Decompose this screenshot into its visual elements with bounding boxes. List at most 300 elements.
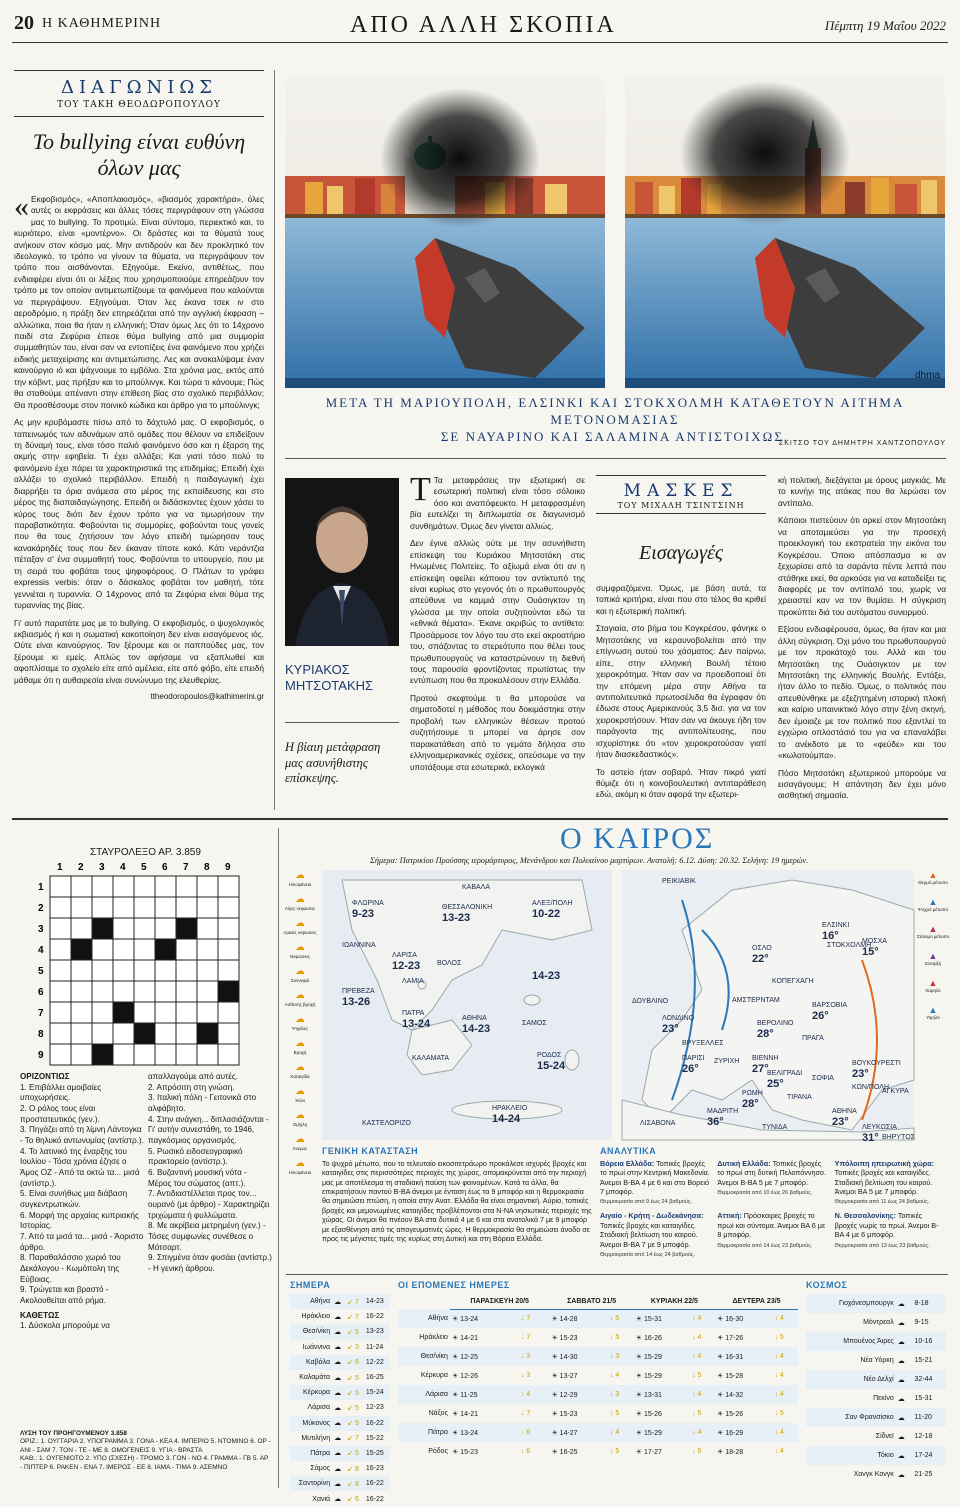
crossword-cell[interactable] [176, 939, 197, 960]
clue-across: 6. Μορφή της αρχαίας κυπριακής Ιστορίας. [20, 1210, 139, 1231]
crossword-across: ΟΡΙΖΟΝΤΙΩΣ 1. Επιβάλλει αμοιβαίες υποχωρήσεις. 2. Ο ρόλος τους είναι προστατευτικός (γεν.). 3. Πηγάζει από τη λίμνη Λάντογκα - Το θηλυκό αντωνυμίας (αντίστρ.). 4. Το λατινικό της έναρξης του Ιουλίου - Τόσα χρόνια έζησε ο Άμος ΟΖ - Από τα οκτώ τα... μισά (αντίστρ.). 5. Είναι συνήθως μια διάβαση συγκεντρωτικών. 6. Μορφή της αρχαίας κυπριακής Ιστορίας. 7. Από τα μισά τα... μισά - Άοριστο άρθρο. 8. Παραθαλάσσιο χωριό του Δεκάλογου - Κωμόπολη της Εύβοιας. 9. Τρώγεται και βραστό - Ακολουθείται από ρήμα. ΚΑΘΕΤΩΣ 1. Δύσκολα μπορούμε να [20, 1072, 144, 1331]
map-city-label: ΔΟΥΒΛΙΝΟ [632, 998, 669, 1005]
region-text: Τοπικές βροχές και καταιγίδες. Σταδιακή βελτίωση του καιρού. Άνεμοι Β-ΒΑ 7 με 9 μποφόρ. [600, 1220, 698, 1249]
wind-force: ↓ 5 [609, 1315, 620, 1323]
crossword-cell[interactable] [92, 1002, 113, 1023]
crossword-cell[interactable] [50, 1002, 71, 1023]
clue: 3. Ιταλική πόλη - Γειτονικά στο αλφάβητο. [148, 1093, 257, 1114]
wind-force: ↓ 4 [774, 1315, 784, 1323]
city-name: Λάρισα [307, 1404, 331, 1412]
crossword-cell[interactable] [197, 981, 218, 1002]
crossword-cell[interactable] [155, 1044, 176, 1065]
map-city-temp: 36° [707, 1116, 724, 1128]
crossword-cell[interactable] [218, 1002, 239, 1023]
crossword-cell[interactable] [197, 876, 218, 897]
crossword-col-label: 1 [57, 862, 63, 873]
crossword-cell[interactable] [50, 939, 71, 960]
crossword-cell[interactable] [113, 960, 134, 981]
map-city-label: ΒΡΥΞΕΛΛΕΣ [682, 1040, 724, 1047]
map-city-label: ΚΑΣΤΕΛΟΡΙΖΟ [362, 1120, 411, 1127]
crossword-cell[interactable] [176, 897, 197, 918]
day-header: ΔΕΥΤΕΡΑ 23/5 [715, 1294, 798, 1309]
crossword-cell[interactable] [134, 981, 155, 1002]
weather-icon: ☁ [334, 1374, 342, 1382]
crossword-col-label: 3 [99, 862, 105, 873]
map-city-temp: 26° [682, 1063, 699, 1075]
temp-range: ☀ 14-28 [551, 1315, 578, 1323]
crossword-cell[interactable] [50, 960, 71, 981]
city-name: Κέρκυρα [420, 1372, 448, 1380]
paragraph: Ας μην κρυβόμαστε πίσω από το δάχτυλό μας. Ο εκφοβισμός, ο ταπεινωμός των αδυνάμων από ομάδες που θέλουν να επιδείξουν τη δύναμή τους, είναι τόσο παλιό φαινόμενο όσο και η έξαρση της ακμής στην εφηβεία. Τι έχει αλλάξει; Και γιατί τόσο πολύ το φαινόμενο έχει πάρει τα χαρακτηριστικά της επιδημίας; Επειδή έχει αλλάξει το σχολικό περιβάλλον. Επειδή η παιδαγωγική έχει διαρρήξει τα όρια ανάμεσα στο μέρος της εκπαίδευσης και στο μέρος της διαπαιδαγώγησης. Επειδή οι διδάσκοντες έχουν χάσει το κύρος τους διότι δεν έχουν τρόπο για να τιμωρήσουν την παραβατικότητα. Φοβούνται τις συμμορίες, φοβούνται τους γονείς που θα τους ζητήσουν τον λόγο επειδή τιμώρησαν τους κανακάρηδές τους που δεν έκαναν τίποτε κακό. Κάτι νεράντζια πέταξαν σ' ένα συμμαθητή τους. Φοβούνται το υπουργείο, που με τη σειρά του φοβάται τους ψηφοφόρους. Ο Πλάτων το γράφει expressis verbis: όταν ο δάσκαλος φοβάται τον μαθητή, τότε γεννιέται η τυραννία. Ο 14χρονος από τα Ζεφύρια είναι θύμα της τυραννίας της βίας. [14, 417, 264, 611]
crossword-cell[interactable] [197, 939, 218, 960]
crossword-cell[interactable] [50, 1023, 71, 1044]
table-row [290, 1324, 390, 1339]
crossword-cell[interactable] [155, 876, 176, 897]
crossword-block [71, 939, 92, 960]
legend-item: ▲ Υψηλό [916, 1005, 950, 1020]
weather-icon: ☁ [897, 1414, 905, 1422]
crossword-cell[interactable] [155, 1023, 176, 1044]
temp-range: 15-31 [914, 1395, 933, 1402]
crossword-cell[interactable] [92, 1023, 113, 1044]
crossword-cell[interactable] [113, 1044, 134, 1065]
weather-icon: ☁ [334, 1404, 342, 1412]
crossword-cell[interactable] [218, 897, 239, 918]
city-name: Σάμος [310, 1465, 331, 1473]
legend-label: Λίγες νεφώσεις [284, 906, 316, 911]
weather-icon: ☁ [334, 1359, 342, 1367]
legend-label: Χιόνι [295, 1098, 305, 1103]
weather-icon: ☁ [897, 1338, 905, 1346]
table-row [806, 1465, 946, 1484]
crossword-block [134, 1023, 155, 1044]
wind-force: ↓ 4 [774, 1353, 784, 1361]
wind-force: ↓ 4 [520, 1391, 531, 1399]
table-row [290, 1294, 390, 1309]
table-row [806, 1313, 946, 1332]
city-name: Μόντρεαλ [863, 1319, 894, 1326]
crossword-title: ΣΤΑΥΡΟΛΕΞΟ ΑΡ. 3.859 [90, 847, 201, 858]
map-city-label: ΠΑΡΙΣΙ [682, 1055, 705, 1062]
greece-map [322, 870, 612, 1140]
crossword-grid[interactable] [20, 858, 272, 1070]
weather-icon: ☁ [334, 1465, 342, 1473]
crossword-cell[interactable] [176, 1002, 197, 1023]
crossword-cell[interactable] [218, 918, 239, 939]
column-kicker: ΔΙΑΓΩΝΙΩΣ [60, 77, 218, 98]
region-title: Αιγαίο - Κρήτη - Δωδεκάνησα: [600, 1211, 704, 1221]
map-city-label: ΒΕΡΟΛΙΝΟ [757, 1020, 794, 1027]
crossword-cell[interactable] [71, 876, 92, 897]
section-divider [12, 818, 948, 820]
wind-force: ↓ 4 [692, 1391, 702, 1399]
map-city-label: ΤΙΡΑΝΑ [787, 1094, 812, 1101]
legend-item: ▲ Θερμό μέτωπο [916, 870, 950, 885]
europe-map [622, 870, 915, 1144]
crossword-cell[interactable] [71, 897, 92, 918]
weather-icon: ☁ [897, 1452, 905, 1460]
crossword-cell[interactable] [218, 939, 239, 960]
crossword-cell[interactable] [71, 1023, 92, 1044]
legend-label: Βροχή [293, 1050, 307, 1055]
map-city-label: ΦΛΩΡΙΝΑ [352, 900, 384, 907]
legend-label: Ομίχλη [292, 1122, 308, 1127]
table-row [398, 1385, 798, 1404]
crossword-col-label: 7 [183, 862, 189, 873]
world-forecast: ΚΟΣΜΟΣ Γιοχάνεσμπουργκ ☁ 8-18 Μόντρεαλ ☁ 9-15 Μπουένος Άιρες ☁ 10-16 Νέα Υόρκη ☁ 15-21 Νέο Δελχί ☁ 32-44 Πεκίνο ☁ 15-31 Σαν Φρανσίσκο ☁ 11-20 Σίδνεϊ ☁ 12-18 Τόκιο ☁ 17-24 Χονγκ Κονγκ ☁ 21-25 [806, 1280, 946, 1484]
map-city-temp: 13-23 [442, 912, 471, 924]
map-city-temp: 28° [757, 1028, 774, 1040]
column-divider [278, 828, 279, 1488]
temp-range: ☀ 15-23 [551, 1334, 578, 1342]
map-city-temp: 15° [862, 946, 879, 958]
legend-label: Αραιές νεφώσεις [283, 930, 317, 935]
crossword-cell[interactable] [92, 939, 113, 960]
map-city-temp: 23° [852, 1068, 869, 1080]
legend-item: ☁ Ασθενής βροχή [284, 990, 316, 1007]
wind-force: ↙ 7 [347, 1313, 359, 1321]
clue-across: 2. Ο ρόλος τους είναι προστατευτικός (γεν.). [20, 1104, 100, 1124]
city-name: Μύκονος [302, 1419, 331, 1427]
temp-range: 16-22 [365, 1419, 384, 1427]
legend-label: Άνεμος [292, 1146, 308, 1151]
map-city-label: ΒΗΡΥΤΟΣ [882, 1134, 915, 1141]
crossword-cell[interactable] [71, 918, 92, 939]
table-row [290, 1416, 390, 1431]
legend-label: Θερμό μέτωπο [918, 880, 948, 885]
map-city-label: ΛΑΜΙΑ [402, 978, 424, 985]
crossword-cell[interactable] [197, 1002, 218, 1023]
map-city-label: ΡΟΔΟΣ [537, 1052, 562, 1059]
wind-force: ↙ 5 [347, 1389, 359, 1397]
map-city-label: ΚΑΛΑΜΑΤΑ [412, 1055, 450, 1062]
region-temp: Θερμοκρασία από 14 έως 23 βαθμούς. [717, 1242, 813, 1249]
temp-range: ☀ 13-31 [635, 1391, 662, 1399]
crossword-cell[interactable] [155, 918, 176, 939]
crossword-cell[interactable] [113, 918, 134, 939]
crossword-cell[interactable] [50, 1044, 71, 1065]
clue: 9. Σπιγμένα όταν φυσάει (αντίστρ.) - Η γενική άρθρου. [148, 1253, 272, 1274]
legend-label: Ασθενής βροχή [284, 1002, 316, 1007]
temp-range: ☀ 12-29 [551, 1391, 578, 1399]
temp-range: ☀ 17-26 [717, 1334, 744, 1342]
wind-force: ↓ 5 [692, 1372, 702, 1380]
crossword-cell[interactable] [134, 876, 155, 897]
city-name: Ρόδος [428, 1448, 448, 1456]
temp-range: ☀ 15-26 [717, 1410, 744, 1418]
day-header: ΠΑΡΑΣΚΕΥΗ 20/5 [450, 1294, 550, 1309]
city-name: Θεσ/νίκη [302, 1328, 331, 1336]
map-city-label: ΤΥΝΙΔΑ [762, 1124, 788, 1131]
region-title: Υπόλοιπη ηπειρωτική χώρα: [834, 1159, 935, 1168]
cartoon-credit: ΣΚΙΤΣΟ ΤΟΥ ΔΗΜΗΤΡΗ ΧΑΝΤΖΟΠΟΥΛΟΥ [778, 440, 946, 447]
wind-force: ↙ 5 [347, 1374, 359, 1382]
wind-force: ↙ 5 [347, 1328, 359, 1336]
temp-range: ☀ 16-30 [717, 1315, 744, 1323]
page-number: 20 [14, 12, 34, 34]
crossword-cell[interactable] [113, 897, 134, 918]
city-name: Νέο Δελχί [863, 1376, 894, 1383]
wind-force: ↙ 3 [347, 1344, 359, 1352]
crossword-cell[interactable] [71, 981, 92, 1002]
weather-title: Ο ΚΑΙΡΟΣ [560, 822, 715, 855]
crossword-cell[interactable] [134, 897, 155, 918]
map-city-temp: 14-24 [492, 1113, 521, 1125]
temp-range: ☀ 16-25 [551, 1448, 578, 1456]
crossword-cell[interactable] [113, 1023, 134, 1044]
pull-quote: Η βίαιη μετάφραση μας ασυνήθιστης επίσκεψης. [285, 740, 381, 786]
wind-force: ↓ 5 [774, 1334, 784, 1342]
map-city-temp: 15-24 [537, 1060, 566, 1072]
table-row [806, 1351, 946, 1370]
region-text: Τοπικές βροχές το πρωί στη δυτική Πελοπόννησο. Άνεμοι Β-ΒΑ 5 με 7 μποφόρ. [717, 1159, 826, 1187]
city-name: Σίδνεϊ [875, 1433, 894, 1440]
legend-label: Σύσφιξη [924, 961, 942, 966]
table-row [398, 1328, 798, 1347]
wind-force: ↙ 6 [347, 1359, 359, 1367]
city-name: Αθήνα [427, 1315, 448, 1323]
crossword-cell[interactable] [176, 1044, 197, 1065]
crossword-cell[interactable] [197, 918, 218, 939]
temp-range: ☀ 14-21 [451, 1334, 479, 1342]
portrait-photo [285, 478, 399, 646]
crossword-cell[interactable] [50, 876, 71, 897]
temp-range: 16-22 [365, 1495, 384, 1503]
paragraph: Τ Τα μεταφράσεις την εξωτερική σε εσωτερική πολιτική είναι τόσο σόλοικο όσο και αναπόφευκτο. Η μεταφρασμένη βία ευτελίζει τη διπλωματία σε διαγωνισμό συνθημάτων. Όμως δεν γίνεται αλλιώς. [410, 471, 585, 531]
city-name: Γιοχάνεσμπουργκ [838, 1300, 894, 1307]
city-name: Κέρκυρα [302, 1389, 331, 1397]
legend-item: ☁ Ηλιοφάνεια [283, 870, 317, 887]
wind-force: ↙ 6 [347, 1496, 359, 1504]
region-forecast [835, 1211, 946, 1257]
clue: 5. Ρωσικό ειδοσεογραφικό πρακτορείο (αντίστρ.). [148, 1146, 243, 1167]
table-row [806, 1446, 946, 1465]
wind-force: ↓ 4 [692, 1334, 702, 1342]
region-text: Τοπικές βροχές και καταιγίδες. Σταδιακή βελτίωση του καιρού. Άνεμοι ΒΑ 5 με 7 μποφόρ. [834, 1168, 933, 1197]
crossword-cell[interactable] [71, 1044, 92, 1065]
legend-label: Στάσιμο μέτωπο [916, 934, 950, 939]
crossword-block [155, 939, 176, 960]
weather-icon: ☁ [334, 1313, 342, 1321]
temp-range: 16-22 [365, 1480, 384, 1488]
crossword-cell[interactable] [176, 876, 197, 897]
mitsotakis-article [410, 471, 585, 779]
wind-force: ↓ 5 [609, 1410, 620, 1418]
city-name: Ιωάννινα [302, 1343, 331, 1351]
table-row [398, 1423, 798, 1442]
crossword-cell[interactable] [134, 1002, 155, 1023]
clue: 6. Βυζαντινή μουσική νότα - Μέρος του σώματος (απτ.). [148, 1168, 247, 1188]
column-byline: ΤΟΥ ΤΑΚΗ ΘΕΟΔΩΡΟΠΟΥΛΟΥ [57, 100, 221, 110]
crossword-row-label: 6 [38, 987, 44, 998]
crossword-row-label: 3 [38, 924, 44, 935]
map-city-label: ΒΑΡΣΟΒΙΑ [812, 1002, 848, 1009]
temp-range: ☀ 15-31 [635, 1315, 662, 1323]
weather-icon: ☁ [334, 1450, 342, 1458]
map-city-temp: 27° [752, 1063, 769, 1075]
general-situation: ΓΕΝΙΚΗ ΚΑΤΑΣΤΑΣΗ Το ψυχρό μέτωπο, που το τελευταίο εικοσιτετράωρο προκάλεσε ισχυρές βροχές και καταιγίδες στις περισσότερες περιοχές της χώρας, απομακρύνεται από την περιοχή μας με αποτέλεσμα τη σταδιακή παύση των φαινομένων. Κατά τα άλλα, θα επικρατήσουν παντού Β-ΒΑ άνεμοι με ένταση έως τα 9 μποφόρ και η θερμοκρασία θα σημειώσει πτώση, η οποία στην Ανατ. Ελλάδα θα είναι σημαντική. Αύριο, τοπικές βροχές και μεμονωμένες καταιγίδες προβλέπονται στα Ν-ΝΑ νησιωτικές περιοχές της χώρας. Οι άνεμοι θα πνέουν ΒΑ στα δυτικά 4 με 6 και στα ανατολικά 7 με 9 μποφόρ με εξασθένηση από τις απογευματινές ώρες. Η θερμοκρασία θα σημειώσει άνοδο σε προς τις μέγιστες τιμές της κυρίως στη Δυτική και στη Βόρεια Ελλάδα. [322, 1146, 592, 1243]
cartoon-panel-stockholm [625, 78, 945, 388]
crossword-cell[interactable] [155, 981, 176, 1002]
crossword-cell[interactable] [92, 897, 113, 918]
crossword-cell[interactable] [134, 918, 155, 939]
crossword-cell[interactable] [197, 897, 218, 918]
day-header: ΚΥΡΙΑΚΗ 22/5 [634, 1294, 715, 1309]
wind-force: ↙ 8 [347, 1465, 359, 1473]
wind-force: ↓ 4 [609, 1429, 620, 1437]
map-city-temp: 10-22 [532, 908, 561, 920]
crossword-cell[interactable] [218, 1044, 239, 1065]
table-row [806, 1408, 946, 1427]
temp-range: ☀ 15-26 [635, 1410, 662, 1418]
wind-force: ↓ 3 [520, 1372, 531, 1380]
legend-item: ☁ Καταιγίδα [283, 1062, 317, 1079]
temp-range: ☀ 15-23 [551, 1410, 578, 1418]
paragraph: Δεν έγινε αλλιώς ούτε με την ασυνήθιστη επίσκεψη του Κυριάκου Μητσοτάκη στις Ηνωμένες Πολιτείες. Το αξίωμά είναι ότι αν η επίσκεψη οφείλει κάποιου τον αντίκτυπό της είναι κυρίως στο γεγονός ότι ο πρωθυπουργός απεύθυνε να καμμιά στην Ουάσιγκτον τη γλώσσα με την οποία συζητιούνται εδώ τα «εθνικά θέματα». Έκανε ακριβώς το αντίθετο: Προσάρμοσε τον λόγο του στο εκεί ακροατήριο του, σπάζοντας το στερεότυπο που θέλει τους πρωθυπουργούς να καταστρώνουν τη διεθνή τους παρουσία φροντίζοντας πρωτίστως την εντύπωση που θα προκαλέσουν στην Ελλάδα. [410, 538, 585, 686]
weather-icon: ☁ [334, 1344, 342, 1352]
maskes-column-cont [778, 475, 946, 808]
temp-range: ☀ 14-30 [551, 1353, 578, 1361]
temp-range: 11-24 [365, 1343, 384, 1351]
front-legend [916, 870, 950, 1032]
crossword-col-label: 4 [120, 862, 126, 873]
weather-icon: ☁ [334, 1298, 342, 1306]
table-row [290, 1461, 390, 1476]
temp-range: ☀ 12-26 [451, 1372, 479, 1380]
clue-across: 5. Είναι συνήθως μια διάβαση συγκεντρωτικών. [20, 1189, 128, 1210]
paragraph: Γι' αυτό παρατάτε μας με το bullying. Ο εκφοβισμός, ο ψυχολογικός εκβιασμός ή και η σωματική κακοποίηση δεν είναι εισαγόμενος ιός. Ούτε είναι καινούργιος. Τον ξέρουμε και οι παππούδες μας, τον ξέρουμε κι εμείς. Απλώς τον αφήσαμε να εξαπλωθεί και αφοπλίσαμε το σχολείο είτε από αμέλεια, είτε από φόβο, είτε επειδή μάθαμε ότι η αυθαιρεσία είναι συνώνυμο της ελευθερίας. [14, 617, 264, 685]
weather-icon: ☁ [334, 1496, 342, 1504]
clue-across: 8. Παραθαλάσσιο χωριό του Δεκάλογου - Κωμόπολη της Εύβοιας. [20, 1253, 121, 1284]
temp-range: 16-23 [365, 1465, 384, 1473]
crossword-cell[interactable] [71, 1002, 92, 1023]
temp-range: ☀ 13-24 [451, 1429, 479, 1437]
table-row [290, 1431, 390, 1446]
maskes-header [596, 475, 766, 514]
crossword-cell[interactable] [218, 1023, 239, 1044]
crossword-cell[interactable] [113, 939, 134, 960]
temp-range: 12-18 [914, 1433, 933, 1440]
wind-force: ↓ 4 [774, 1391, 784, 1399]
table-row [398, 1404, 798, 1423]
crossword-cell[interactable] [176, 981, 197, 1002]
paragraph: Προτού σκεφτούμε τι θα μπορούσε να σηματοδοτεί η μέθοδος που δοκιμάστηκε στην προβολή των ελληνικών θέσεων προτού συζητήσουμε τι μπορεί να άρησε σον παρακατάθεση από το γεμάτο δήλησα στο ελληνοαμερικανικές σχέσεις, οπεύσωμε να την υποτάξουμε στα εσωτερικά, εκλογικά [410, 692, 585, 772]
crossword-cell[interactable] [113, 876, 134, 897]
column-headline: Το bullying είναι ευθύνη όλων μας [32, 129, 246, 181]
map-city-label: ΒΟΛΟΣ [437, 960, 462, 967]
region-title: Βόρεια Ελλάδα: [600, 1159, 657, 1168]
temp-range: 15-25 [365, 1449, 384, 1457]
city-name: Καλαμάτα [299, 1374, 331, 1382]
legend-label: Χαμηλό [925, 988, 941, 993]
crossword-cell[interactable] [71, 960, 92, 981]
map-city-label: ΖΥΡΙΧΗ [714, 1058, 740, 1065]
clue-across: 4. Το λατινικό της έναρξης του Ιουλίου - Τόσα χρόνια έζησε ο Άμος ΟΖ - Από τα οκτώ τα... μισά (αντίστρ.). [20, 1146, 140, 1188]
crossword-cell[interactable] [155, 897, 176, 918]
crossword-cell[interactable] [176, 1023, 197, 1044]
crossword-cell[interactable] [50, 918, 71, 939]
city-name: Λάρισα [425, 1391, 448, 1399]
crossword-cell[interactable] [218, 876, 239, 897]
temp-range: ☀ 12-25 [451, 1353, 479, 1361]
region-forecast [600, 1159, 711, 1205]
temp-range: ☀ 14-32 [717, 1391, 744, 1399]
map-city-temp: 16° [822, 930, 839, 942]
crossword-col-label: 5 [141, 862, 147, 873]
map-city-label: ΒΕΛΙΓΡΑΔΙ [767, 1070, 803, 1077]
crossword-cell[interactable] [155, 960, 176, 981]
today-forecast: ΣΗΜΕΡΑ Αθήνα ☁ ↙ 7 14-23 Ηράκλειο ☁ ↙ 7 16-22 Θεσ/νίκη ☁ ↙ 5 13-23 Ιωάννινα ☁ ↙ 3 11-24 Καβάλα ☁ ↙ 6 12-22 Καλαμάτα ☁ ↙ 5 16-25 Κέρκυρα ☁ ↙ 5 15-24 Λάρισα ☁ ↙ 5 12-23 Μύκονος ☁ ↙ 9 16-22 Μυτιλήνη ☁ ↙ 7 15-22 Πάτρα ☁ ↙ 5 15-25 Σάμος ☁ ↙ 8 16-23 Σαντορίνη ☁ ↙ 8 16-22 Χανιά ☁ ↙ 6 16-22 [290, 1280, 390, 1507]
crossword-cell[interactable] [92, 981, 113, 1002]
next-days-forecast: ΟΙ ΕΠΟΜΕΝΕΣ ΗΜΕΡΕΣ ΠΑΡΑΣΚΕΥΗ 20/5 ΣΑΒΒΑΤΟ 21/5 ΚΥΡΙΑΚΗ 22/5 ΔΕΥΤΕΡΑ 23/5 Αθήνα ☀ 13-24 ↓ 7 ☀ 14-28 ↓ 5 ☀ 15-31 ↓ 4 ☀ 16-30 ↓ 4 Ηράκλειο ☀ 14-21 ↓ 7 ☀ 15-23 ↓ 5 ☀ 16-26 ↓ 4 ☀ 17-26 ↓ 5 Θεσ/νίκη ☀ 12-25 ↓ 3 ☀ 14-30 ↓ 3 ☀ 15-29 ↓ 4 ☀ 16-31 ↓ 4 Κέρκυρα ☀ 12-26 ↓ 3 ☀ 13-27 ↓ 4 ☀ 15-29 ↓ 5 ☀ 15-28 ↓ 4 Λάρισα ☀ 11-25 ↓ 4 ☀ 12-29 ↓ 3 ☀ 13-31 ↓ 4 ☀ 14-32 ↓ 4 Νάξος ☀ 14-21 ↓ 7 ☀ 15-23 ↓ 5 ☀ 15-26 ↓ 5 ☀ 15-26 ↓ 5 Πάτρα ☀ 13-24 ↓ 6 ☀ 14-27 ↓ 4 ☀ 15-29 ↓ 4 ☀ 16-29 ↓ 4 Ρόδος ☀ 15-23 ↓ 6 ☀ 16-25 ↓ 5 ☀ 17-27 ↓ 5 ☀ 18-28 ↓ 4 [398, 1280, 798, 1461]
crossword-row-label: 1 [38, 882, 44, 893]
table-row [290, 1340, 390, 1355]
city-name: Νέα Υόρκη [860, 1357, 894, 1364]
region-title: Δυτική Ελλάδα: [717, 1159, 773, 1168]
crossword-cell[interactable] [218, 960, 239, 981]
city-name: Σαν Φρανσίσκο [845, 1414, 894, 1421]
header-blank [398, 1294, 450, 1309]
map-city-label: ΛΙΣΑΒΟΝΑ [640, 1120, 676, 1127]
crossword-block [92, 918, 113, 939]
map-city-temp: 23° [832, 1116, 849, 1128]
map-city-label: ΘΕΣΣΑΛΟΝΙΚΗ [442, 904, 493, 911]
temp-range: 15-24 [365, 1389, 384, 1397]
crossword-cell[interactable] [176, 960, 197, 981]
crossword-cell[interactable] [134, 1044, 155, 1065]
region-forecast [717, 1159, 828, 1205]
weather-icon: ☁ [897, 1376, 905, 1384]
crossword-cell[interactable] [134, 939, 155, 960]
crossword-cell[interactable] [197, 1044, 218, 1065]
legend-item: ☁ Χιόνι [283, 1086, 317, 1103]
crossword-col-label: 6 [162, 862, 168, 873]
map-city-temp: 26° [812, 1010, 829, 1022]
crossword-cell[interactable] [50, 981, 71, 1002]
weather-icon: ☁ [334, 1328, 342, 1336]
city-name: Τόκιο [877, 1452, 894, 1459]
legend-label: Καταιγίδα [290, 1074, 310, 1079]
crossword-cell[interactable] [155, 1002, 176, 1023]
wind-force: ↙ 7 [347, 1435, 359, 1443]
city-name: Ηράκλειο [419, 1334, 448, 1342]
temp-range: ☀ 15-29 [635, 1353, 662, 1361]
table-row [806, 1370, 946, 1389]
crossword-cell[interactable] [50, 897, 71, 918]
region-title: Ν. Θεσσαλονίκης: [834, 1211, 898, 1221]
author-email[interactable]: ttheodoropoulos@kathimerini.gr [150, 692, 264, 702]
crossword-cell[interactable] [134, 960, 155, 981]
cartoon-illustration [285, 78, 945, 388]
crossword-cell[interactable] [92, 960, 113, 981]
crossword-cell[interactable] [197, 960, 218, 981]
legend-item: ☁ Ηλιοφάνεια [283, 1158, 317, 1175]
clue-across: 3. Πηγάζει από τη λίμνη Λάντογκα - Το θηλυκό αντωνυμίας (αντίστρ.). [20, 1125, 144, 1146]
weather-icon: ☁ [897, 1471, 905, 1479]
map-city-label: ΑΜΣΤΕΡΝΤΑΜ [732, 997, 780, 1004]
paragraph: Εξίσου ενδιαφέρουσα, όμως, θα ήταν και μια άλλη σύγκριση. Όχι μόνο του πρωθυπουργού με τον προκάτοχό του. Αλλά και του Μητσοτάκη της Ουάσιγκτον με τον Μητσοτάκη της ελληνικής Βουλής. Εντάξει, ήταν άλλο το πεδίο. Όμως, ο πολιτικός που απευθύνθηκε με εξεζητημένη ιστορική πλοκή και καίριο υπαινικτικό λόγο στην ξένη σκηνή, δεν έμοιαζε με τον πολιτικό που εξαντλεί το εγχώριο οπλοστάσιό του για να επαναλάβει το ανέκδοτο με το «φεύδε» και του «κωλοτούμπα». [778, 624, 946, 761]
crossword-cell[interactable] [113, 981, 134, 1002]
crossword-row-label: 4 [38, 945, 44, 956]
clue: απαλλαγούμε από αυτές. [148, 1072, 239, 1081]
map-city-label: ΗΡΑΚΛΕΙΟ [492, 1105, 528, 1112]
crossword-cell[interactable] [92, 876, 113, 897]
table-row [290, 1355, 390, 1370]
legend-label: Ψιχάλες [291, 1026, 309, 1031]
region-temp: Θερμοκρασία από 11 έως 24 βαθμούς. [834, 1199, 930, 1206]
temp-range: ☀ 13-24 [451, 1315, 479, 1323]
map-city-temp: 13-26 [342, 996, 371, 1008]
